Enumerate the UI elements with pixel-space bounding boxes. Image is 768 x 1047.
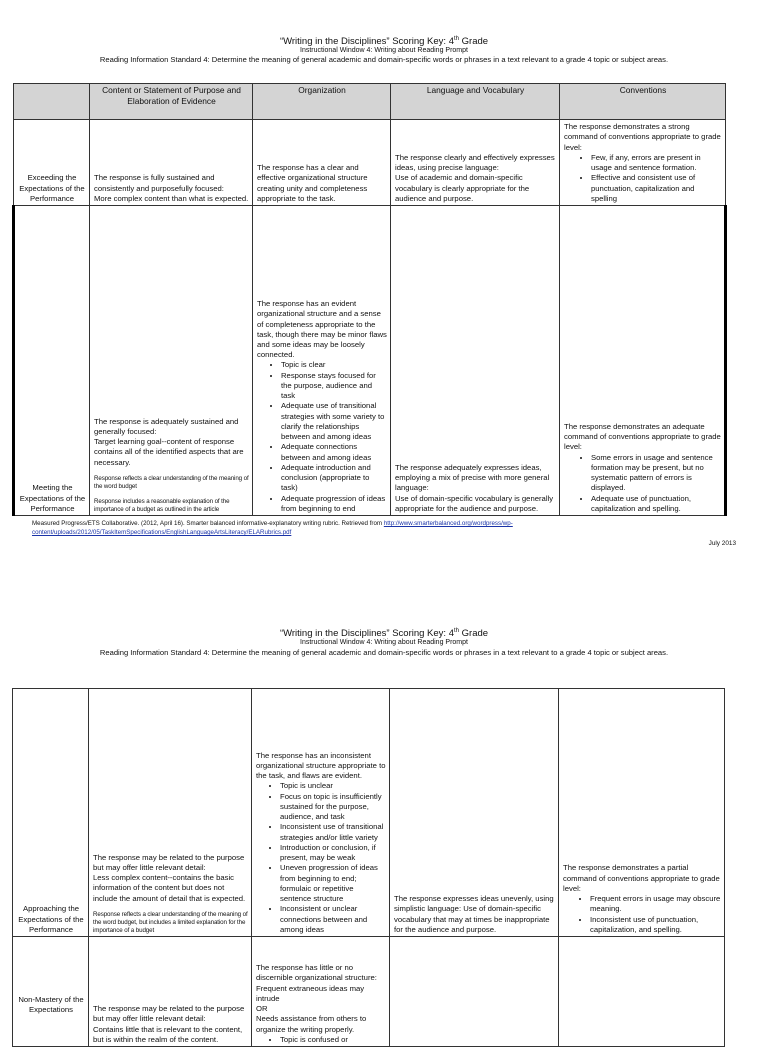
language-cell: The response adequately expresses ideas, employing a mix of precise with more general language: Use of domain-specific vocabulary is generally appropriate for the audience and purpose. [391, 206, 560, 516]
list-item: • Adequate introduction and conclusion (appropriate to task) [281, 463, 387, 494]
page1-window: Instructional Window 4: Writing about Reading Prompt [300, 47, 468, 54]
page1-title: “Writing in the Disciplines” Scoring Key: 4th Grade [279, 36, 489, 48]
list-item: • Few, if any, errors are present in usage and sentence formation. [591, 153, 722, 173]
list-item: • Response stays focused for the purpose, audience and task [281, 371, 387, 402]
conventions-cell: The response demonstrates an adequate command of conventions appropriate to grade level: • Some errors in usage and sentence formation may be present, but no systematic pattern of errors is displayed. • Adequate use of punctuation, capitalization and spelling. [560, 206, 726, 516]
list-item: • Inconsistent or unclear connections between and among ideas [280, 904, 386, 935]
level-label: Meeting the Expectations of the Performance [14, 206, 90, 516]
level-label: Non-Mastery of the Expectations [13, 937, 89, 1047]
page1-date: July 2013 [708, 540, 736, 547]
language-cell: The response clearly and effectively expresses ideas, using precise language: Use of academic and domain-specific vocabulary is clearly appropriate for the audience and purpose. [391, 120, 560, 206]
list-item: • Adequate progression of ideas from beginning to end [281, 494, 387, 514]
citation-link[interactable]: http://www.smarterbalanced.org/wordpress/wp-content/uploads/2012/05/TaskItemSpecifications/EnglishLanguageArtsLiteracy/ELARubrics.pdf [32, 520, 513, 536]
language-cell: The response expresses ideas unevenly, using simplistic language: Use of domain-specific vocabulary that may at times be inappropriate for the audience and purpose. [390, 689, 559, 937]
level-label: Approaching the Expectations of the Performance [13, 689, 89, 937]
list-item: • Adequate use of punctuation, capitalization and spelling. [591, 494, 721, 514]
content-cell: The response may be related to the purpose but may offer little relevant detail: Contains little that is relevant to the content, but is within the realm of the content. [89, 937, 252, 1047]
conventions-cell [559, 937, 725, 1047]
list-item: • Inconsistent use of transitional strategies and/or little variety [280, 822, 386, 842]
page2-window: Instructional Window 4: Writing about Reading Prompt [300, 639, 468, 646]
page2-standard: Reading Information Standard 4: Determine the meaning of general academic and domain-specific words or phrases in a text relevant to a grade 4 topic or subject areas. [99, 648, 669, 657]
list-item: • Focus on topic is insufficiently sustained for the purpose, audience, and task [280, 792, 386, 823]
rubric-table-page1 [12, 83, 727, 516]
row-nonmastery [13, 937, 725, 1047]
list-item: • Uneven progression of ideas from beginning to end; formulaic or repetitive sentence structure [280, 863, 386, 904]
list-item: • Frequent errors in usage may obscure meaning. [590, 894, 721, 914]
content-cell: The response may be related to the purpose but may offer little relevant detail: Less complex content--contains the basic information of the content but does not include the amount of detail that is expected. Response reflects a clear understanding of the meaning of the word budget, but includes a limited explanation for the importance of a budget [89, 689, 252, 937]
list-item: • Adequate use of transitional strategies with some variety to clarify the relationships between and among ideas [281, 401, 387, 442]
list-item: • Introduction or conclusion, if present, may be weak [280, 843, 386, 863]
conventions-cell: The response demonstrates a partial command of conventions appropriate to grade level: • Frequent errors in usage may obscure meaning. • Inconsistent use of punctuation, capitalization, and spelling. [559, 689, 725, 937]
page2-title: “Writing in the Disciplines” Scoring Key: 4th Grade [279, 628, 489, 640]
organization-cell: The response has a clear and effective organizational structure creating unity and completeness appropriate to the task. [253, 120, 391, 206]
row-meeting [14, 206, 726, 516]
row-exceeding [14, 120, 726, 206]
list-item: • Topic is unclear [280, 781, 386, 791]
list-item: • Topic is clear [281, 360, 387, 370]
col-header-conventions: Conventions [560, 84, 726, 120]
list-item: • Effective and consistent use of punctuation, capitalization and spelling [591, 173, 722, 204]
organization-cell: The response has an inconsistent organizational structure appropriate to the task, and flaws are evident. • Topic is unclear • Focus on topic is insufficiently sustained for the purpose, audience, and task • Inconsistent use of transitional strategies and/or little variety • Introduction or conclusion, if present, may be weak • Uneven progression of ideas from beginning to end; formulaic or repetitive sentence structure • Inconsistent or unclear connections between and among ideas [252, 689, 390, 937]
content-cell: The response is fully sustained and consistently and purposefully focused: More complex content than what is expected. [90, 120, 253, 206]
organization-cell: The response has an evident organizational structure and a sense of completeness appropriate to the task, though there may be minor flaws and some ideas may be loosely connected. • Topic is clear • Response stays focused for the purpose, audience and task • Adequate use of transitional strategies with some variety to clarify the relationships between and among ideas • Adequate connections between and among ideas • Adequate introduction and conclusion (appropriate to task) • Adequate progression of ideas from beginning to end [253, 206, 391, 516]
organization-cell: The response has little or no discernible organizational structure: Frequent extraneous ideas may intrude OR Needs assistance from others to organize the writing properly. • Topic is confused or [252, 937, 390, 1047]
level-label: Exceeding the Expectations of the Performance [14, 120, 90, 206]
rubric-table-page2 [12, 688, 725, 1047]
page1-standard: Reading Information Standard 4: Determine the meaning of general academic and domain-specific words or phrases in a text relevant to a grade 4 topic or subject areas. [99, 55, 669, 64]
col-header-language: Language and Vocabulary [391, 84, 560, 120]
col-header-content: Content or Statement of Purpose and Elaboration of Evidence [90, 84, 253, 120]
list-item: • Some errors in usage and sentence formation may be present, but no systematic pattern of errors is displayed. [591, 453, 721, 494]
language-cell [390, 937, 559, 1047]
conventions-cell: The response demonstrates a strong command of conventions appropriate to grade level: • Few, if any, errors are present in usage and sentence formation. • Effective and consistent use of punctuation, capitalization and spelling [560, 120, 726, 206]
level-header [14, 84, 90, 120]
citation: Measured Progress/ETS Collaborative. (2012, April 16). Smarter balanced informative-explanatory writing rubric. Retrieved from http://www.smarterbalanced.org/wordpress/wp-content/uploads/2012/05/TaskItemSpecifications/EnglishLanguageArtsLiteracy/ELARubrics.pdf [32, 520, 513, 536]
list-item: • Topic is confused or [280, 1035, 386, 1045]
list-item: • Adequate connections between and among ideas [281, 442, 387, 462]
col-header-organization: Organization [253, 84, 391, 120]
list-item: • Inconsistent use of punctuation, capitalization, and spelling. [590, 915, 721, 935]
row-approaching [13, 689, 725, 937]
content-cell: The response is adequately sustained and generally focused: Target learning goal--content of response contains all of the identified aspects that are necessary. Response reflects a clear understanding of the meaning of the word budget Response includes a reasonable explanation of the importance of a budget as outlined in the article [90, 206, 253, 516]
